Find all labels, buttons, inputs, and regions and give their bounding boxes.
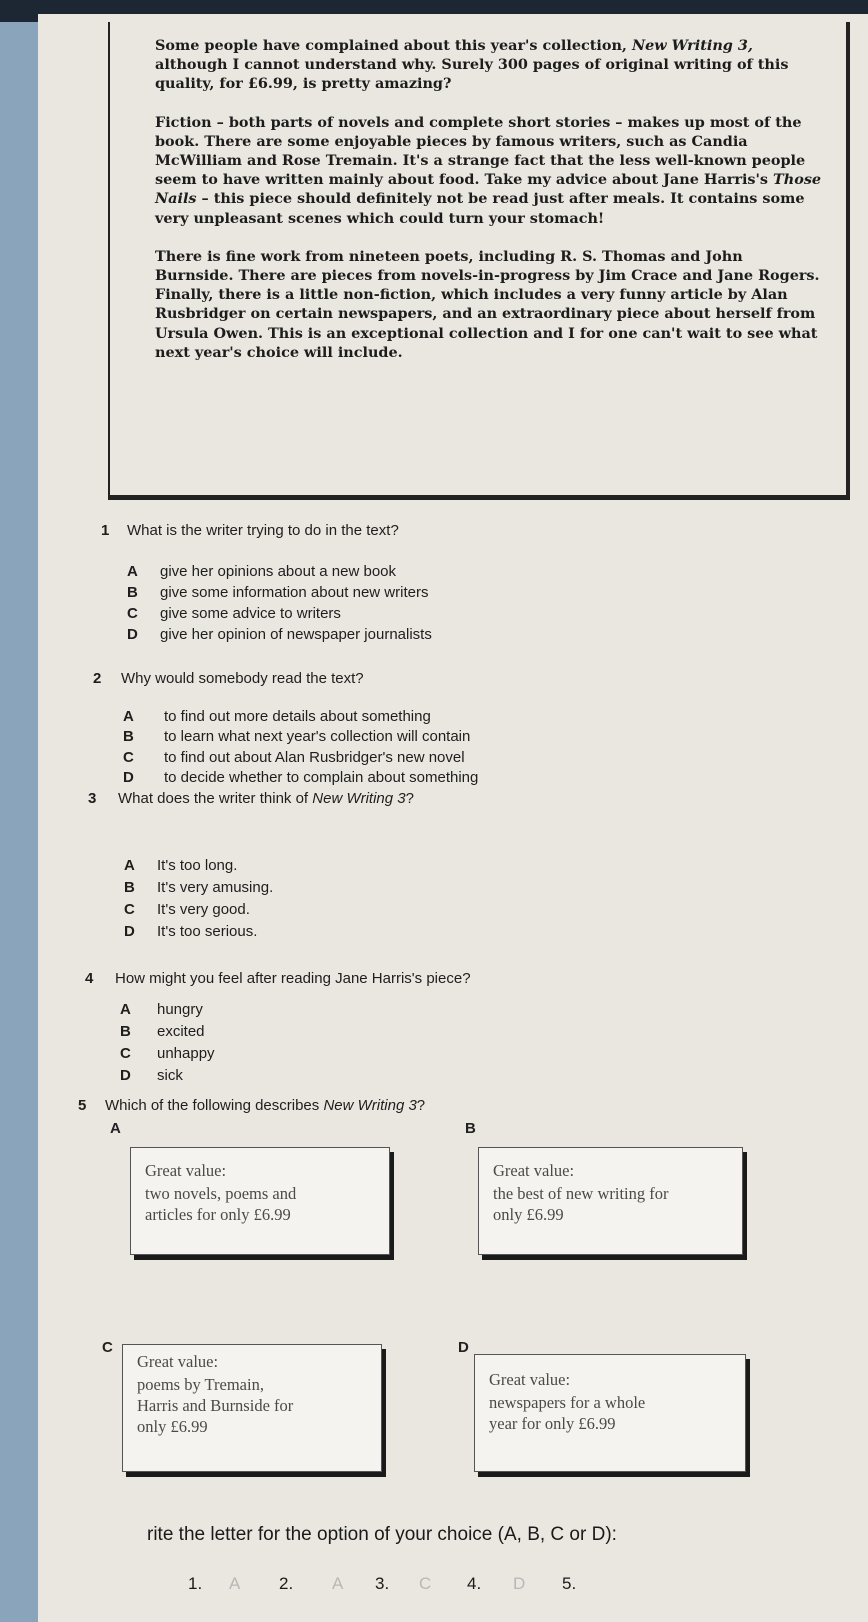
answer-3-input[interactable]: C	[419, 1574, 432, 1593]
option-card-a[interactable]	[130, 1147, 390, 1255]
option-letter: D	[123, 769, 134, 786]
option-text[interactable]: give her opinion of newspaper journalists	[160, 626, 432, 643]
card-body: two novels, poems and articles for only £6.99	[145, 1184, 297, 1224]
question-number: 1	[101, 522, 110, 539]
answer-instruction: rite the letter for the option of your choice (A, B, C or D):	[147, 1524, 617, 1545]
option-letter: A	[123, 708, 134, 725]
card-body: poems by Tremain, Harris and Burnside for only £6.99	[137, 1375, 294, 1436]
option-text[interactable]: to decide whether to complain about something	[164, 769, 479, 786]
option-text[interactable]: to find out more details about something	[164, 708, 431, 725]
option-text[interactable]: to learn what next year's collection will contain	[164, 728, 471, 745]
book-title: New Writing 3,	[631, 37, 753, 54]
question-number: 4	[85, 970, 94, 987]
card-d-letter: D	[458, 1339, 469, 1356]
answer-2-label: 2.	[279, 1574, 294, 1593]
option-letter: B	[123, 728, 134, 745]
card-title: Great value:	[145, 1161, 227, 1180]
card-a-letter: A	[110, 1120, 121, 1137]
answer-1-input[interactable]: A	[229, 1574, 241, 1593]
card-body: newspapers for a whole year for only £6.99	[489, 1393, 646, 1433]
card-title: Great value:	[493, 1161, 575, 1180]
option-text[interactable]: unhappy	[157, 1045, 215, 1062]
option-text[interactable]: It's too long.	[157, 857, 238, 874]
answer-5-label: 5.	[562, 1574, 577, 1593]
option-letter: C	[124, 901, 135, 918]
worksheet-page	[38, 14, 868, 1622]
question-text: Which of the following describes New Writing 3?	[105, 1097, 426, 1114]
card-body: the best of new writing for only £6.99	[493, 1184, 669, 1224]
card-title: Great value:	[137, 1352, 219, 1371]
option-text[interactable]: to find out about Alan Rusbridger's new novel	[164, 749, 465, 766]
question-text: Why would somebody read the text?	[121, 670, 364, 687]
option-text[interactable]: sick	[157, 1067, 183, 1084]
card-c-letter: C	[102, 1339, 113, 1356]
option-text[interactable]: It's very good.	[157, 901, 250, 918]
option-letter: C	[127, 605, 138, 622]
option-text[interactable]: hungry	[157, 1001, 203, 1018]
option-card-d[interactable]	[474, 1354, 746, 1472]
answer-4-label: 4.	[467, 1574, 482, 1593]
option-letter: B	[124, 879, 135, 896]
option-letter: A	[127, 563, 138, 580]
card-b-letter: B	[465, 1120, 476, 1137]
option-letter: C	[120, 1045, 131, 1062]
question-number: 5	[78, 1097, 87, 1114]
option-text[interactable]: It's very amusing.	[157, 879, 274, 896]
question-text: What is the writer trying to do in the text?	[127, 522, 399, 539]
option-letter: D	[127, 626, 138, 643]
piece-title: Those Nails	[155, 171, 822, 208]
option-letter: D	[120, 1067, 131, 1084]
option-letter: B	[127, 584, 138, 601]
option-letter: A	[120, 1001, 131, 1018]
question-text: What does the writer think of New Writing 3?	[118, 790, 414, 807]
option-text[interactable]: It's too serious.	[157, 923, 258, 940]
question-number: 2	[93, 670, 102, 687]
question-text: How might you feel after reading Jane Harris's piece?	[115, 970, 471, 987]
option-letter: B	[120, 1023, 131, 1040]
option-text[interactable]: excited	[157, 1023, 205, 1040]
passage-paragraph-3: There is fine work from nineteen poets, including R. S. Thomas and John Burnside. There are pieces from novels-in-progress by Jim Crace and Jane Rogers. Finally, there is a little non-fiction, which includes a very funny article by Alan Rusbridger on certain newspapers, and an extraordinary piece about herself from Ursula Owen. This is an exceptional collection and I for one can't wait to see what next year's choice will include.	[155, 247, 820, 361]
passage-paragraph-1: Some people have complained about this year's collection, New Writing 3, although I cannot understand why. Surely 300 pages of original writing of this quality, for £6.99, is pretty amazing?	[155, 37, 789, 93]
passage-paragraph-2: Fiction – both parts of novels and complete short stories – makes up most of the book. There are some enjoyable pieces by famous writers, such as Candia McWilliam and Rose Tremain. It's a strange fact that the less well-known people seem to have written mainly about food. Take my advice about Jane Harris's Those Nails – this piece should definitely not be read just after meals. It contains some very unpleasant scenes which could turn your stomach!	[155, 113, 822, 227]
option-card-b[interactable]	[478, 1147, 743, 1255]
option-text[interactable]: give some information about new writers	[160, 584, 429, 601]
option-text[interactable]: give some advice to writers	[160, 605, 341, 622]
option-letter: A	[124, 857, 135, 874]
option-letter: D	[124, 923, 135, 940]
answer-4-input[interactable]: D	[513, 1574, 526, 1593]
answer-2-input[interactable]: A	[332, 1574, 344, 1593]
option-text[interactable]: give her opinions about a new book	[160, 563, 397, 580]
reading-passage	[108, 22, 850, 500]
answer-1-label: 1.	[188, 1574, 203, 1593]
option-card-c[interactable]	[122, 1344, 382, 1472]
question-number: 3	[88, 790, 97, 807]
option-letter: C	[123, 749, 134, 766]
card-title: Great value:	[489, 1370, 571, 1389]
answer-3-label: 3.	[375, 1574, 390, 1593]
